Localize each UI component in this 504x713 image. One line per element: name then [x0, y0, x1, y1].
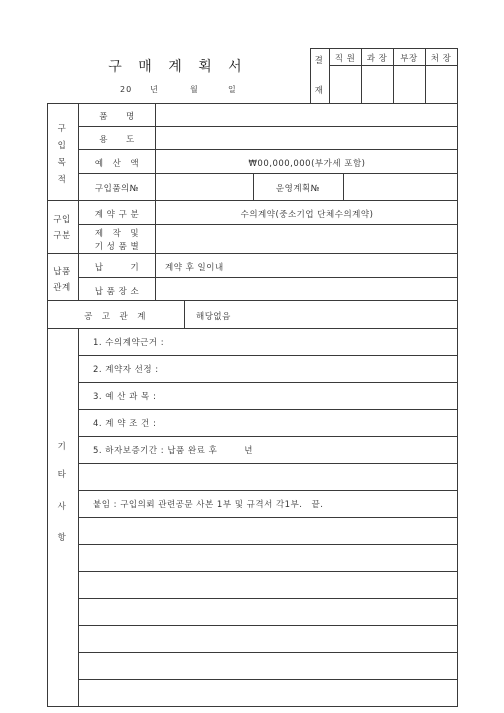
- other-line-budget-account[interactable]: 3. 예 산 과 목 :: [93, 392, 157, 402]
- date-month: 월: [190, 85, 199, 94]
- contract-type-field[interactable]: 수의계약(중소기업 단체수의계약): [240, 210, 374, 220]
- approval-col-staff: 직 원: [334, 54, 356, 64]
- delivery-place-label: 납 품 장 소: [94, 287, 140, 297]
- notice-field[interactable]: 해당없음: [196, 312, 231, 322]
- contract-type-label: 계 약 구 분: [94, 210, 140, 220]
- purpose-label-3: 목: [57, 158, 67, 168]
- request-no-label: 구입품의№: [94, 184, 140, 194]
- category-label-2: 구분: [53, 231, 71, 241]
- approval-col-director: 처 장: [430, 54, 452, 64]
- other-label-1: 기: [57, 442, 67, 452]
- other-line-contractor-selection[interactable]: 2. 계약자 선정 :: [93, 365, 159, 375]
- manufacture-label-line2: 기 성 품 별: [94, 242, 140, 252]
- budget-label: 예 산 액: [94, 159, 140, 169]
- due-label: 납 기: [94, 263, 140, 273]
- other-label-3: 사: [57, 502, 67, 512]
- approval-col-section-chief: 과 장: [366, 54, 388, 64]
- use-label: 용 도: [99, 135, 135, 145]
- notice-label: 공 고 관 계: [84, 312, 146, 322]
- budget-field[interactable]: ₩00,000,000(부가세 포함): [248, 159, 366, 169]
- category-label-1: 구입: [53, 215, 71, 225]
- other-label-2: 타: [57, 470, 67, 480]
- other-label-4: 항: [57, 533, 67, 543]
- due-field[interactable]: 계약 후 일이내: [165, 263, 224, 273]
- approval-side-top: 결: [314, 56, 324, 66]
- item-name-label: 품 명: [99, 112, 135, 122]
- other-line-warranty-period[interactable]: 5. 하자보증기간 : 납품 완료 후 년: [93, 446, 254, 456]
- purpose-label-2: 입: [57, 141, 67, 151]
- other-line-contract-basis[interactable]: 1. 수의계약근거 :: [93, 338, 165, 348]
- other-line-contract-terms[interactable]: 4. 계 약 조 건 :: [93, 419, 157, 429]
- purpose-label-4: 적: [57, 175, 67, 185]
- operation-plan-label: 운영계획№: [275, 184, 321, 194]
- page-title: 구 매 계 획 서: [108, 59, 248, 75]
- other-line-attachment[interactable]: 붙임 : 구입의뢰 관련공문 사본 1부 및 규격서 각1부. 끝.: [93, 500, 324, 510]
- date-year: 20 년: [120, 85, 159, 94]
- delivery-label-1: 납품: [53, 267, 71, 277]
- date-day: 일: [228, 85, 237, 94]
- purpose-label-1: 구: [57, 124, 67, 134]
- approval-side-bottom: 재: [314, 86, 324, 96]
- approval-col-dept-head: 부장: [400, 54, 418, 64]
- delivery-label-2: 관계: [53, 283, 71, 293]
- manufacture-label-line1: 제 작 및: [94, 229, 140, 239]
